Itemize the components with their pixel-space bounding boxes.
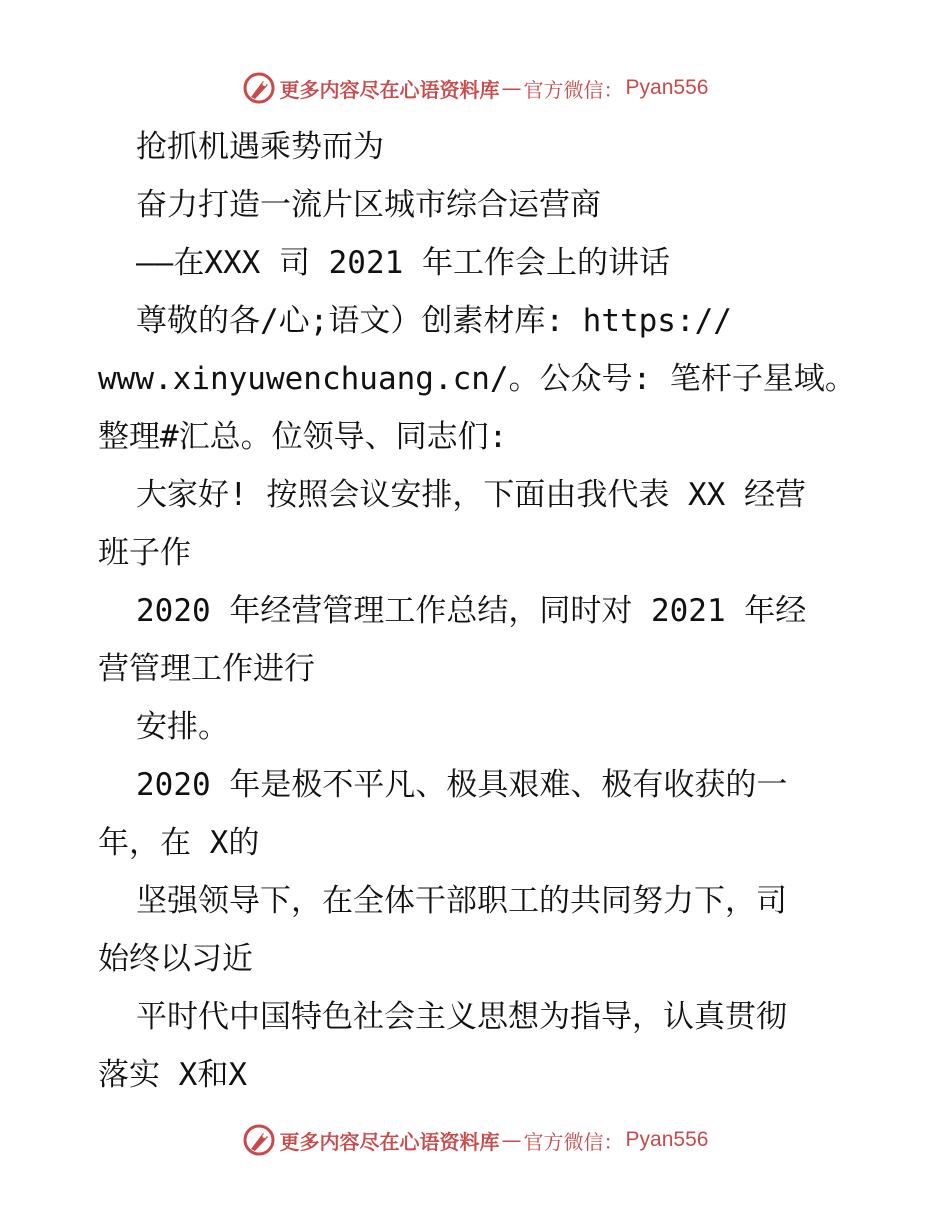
text-line: www.xinyuwenchuang.cn/。公众号: 笔杆子星域。 [98, 361, 856, 397]
pen-nib-logo-icon [242, 71, 276, 105]
banner-text: 更多内容尽在心语资料库 [279, 77, 500, 102]
text-line: 大家好! 按照会议安排，下面由我代表 XX 经营 [136, 477, 806, 513]
text-line: 2020 年经营管理工作总结，同时对 2021 年经 [136, 593, 807, 629]
banner-wechat-id: Pyan556 [625, 1128, 709, 1151]
text-line: 尊敬的各/心;语文）创素材库: https:// [136, 303, 732, 339]
footer-banner [0, 1122, 950, 1158]
text-line: 整理#汇总。位领导、同志们: [98, 419, 508, 455]
banner-separator: — [501, 76, 522, 100]
pen-nib-logo-icon [242, 1123, 276, 1157]
text-line: 2020 年是极不平凡、极具艰难、极有收获的一 [136, 767, 788, 803]
header-banner [0, 70, 950, 106]
doc-speech-note: ——在XXX 司 2021 年工作会上的讲话 [136, 245, 670, 281]
text-line: 落实 X和X [98, 1057, 247, 1093]
doc-title: 抢抓机遇乘势而为 [136, 129, 384, 165]
text-line: 年，在 X的 [98, 825, 260, 861]
doc-subtitle: 奋力打造一流片区城市综合运营商 [136, 187, 601, 223]
document-body [98, 118, 858, 1104]
text-line: 班子作 [98, 535, 191, 571]
banner-separator: — [501, 1128, 522, 1152]
banner-wechat-label: 官方微信： [523, 77, 624, 102]
text-line: 营管理工作进行 [98, 651, 315, 687]
text-line: 始终以习近 [98, 941, 253, 977]
banner-text: 更多内容尽在心语资料库 [279, 1129, 500, 1154]
banner-wechat-id: Pyan556 [625, 76, 709, 99]
banner-wechat-label: 官方微信： [523, 1129, 624, 1154]
text-line: 平时代中国特色社会主义思想为指导，认真贯彻 [136, 999, 787, 1035]
text-line: 安排。 [136, 709, 229, 745]
text-line: 坚强领导下，在全体干部职工的共同努力下，司 [136, 883, 787, 919]
